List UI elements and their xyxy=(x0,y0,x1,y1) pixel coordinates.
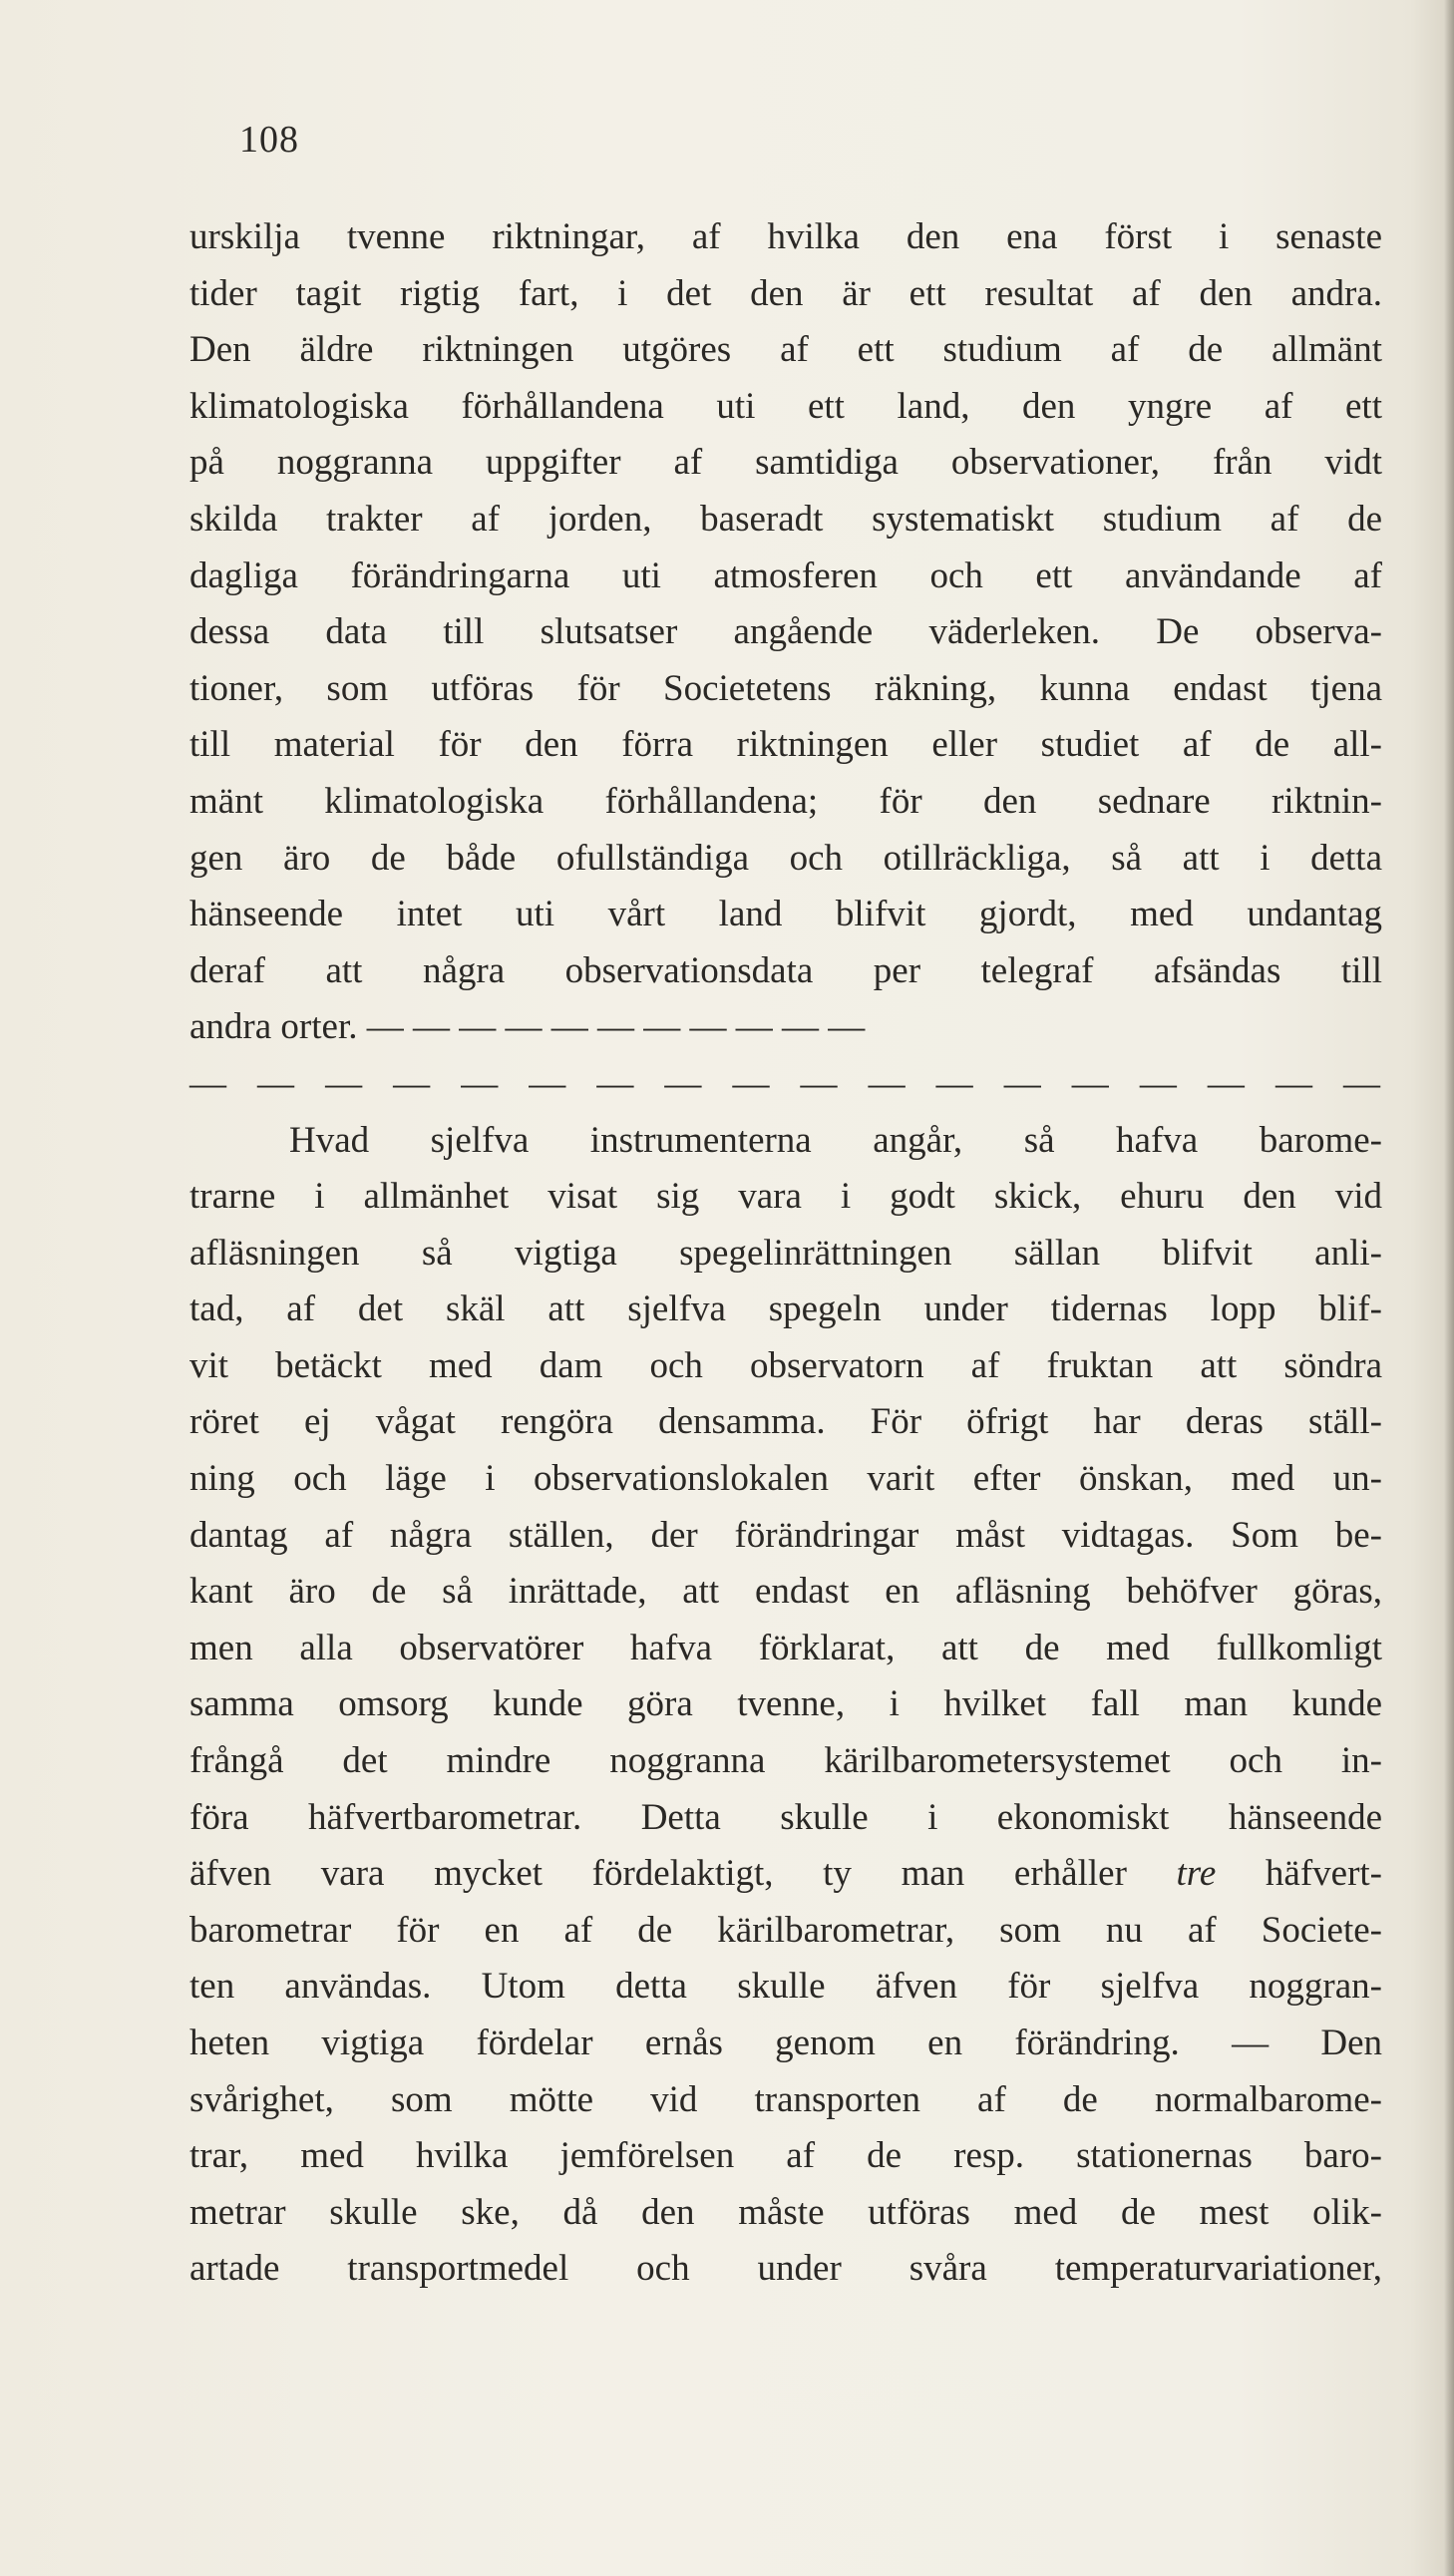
text-line: barometrar för en af de kärilbarometrar, som nu af Societe- xyxy=(189,1909,1382,1951)
text-line: Hvad sjelfva instrumenterna angår, så hafva barome- xyxy=(289,1119,1382,1161)
text-line: hänseende intet uti vårt land blifvit gjordt, med undantag xyxy=(189,894,1382,935)
text-line: på noggranna uppgifter af samtidiga observationer, från vidt xyxy=(189,442,1382,484)
paragraph-2-continued xyxy=(189,1903,1382,2298)
text-line: till material för den förra riktningen eller studiet af de all- xyxy=(189,724,1382,766)
page-number: 108 xyxy=(239,119,299,161)
text-line: samma omsorg kunde göra tvenne, i hvilket fall man kunde xyxy=(189,1683,1382,1725)
text-line: metrar skulle ske, då den måste utföras med de mest olik- xyxy=(189,2191,1382,2233)
text-line: urskilja tvenne riktningar, af hvilka den ena först i senaste xyxy=(189,216,1382,257)
text-line: klimatologiska förhållandena uti ett land, den yngre af ett xyxy=(189,385,1382,427)
text-line: dantag af några ställen, der förändringar måst vidtagas. Som be- xyxy=(189,1514,1382,1556)
italic-word: tre xyxy=(1176,1853,1217,1895)
paragraph-1-last-line: andra orter. — — — — — — — — — — — xyxy=(189,1006,866,1048)
text-line: heten vigtiga fördelar ernås genom en förändring. — Den xyxy=(189,2023,1382,2063)
text-line: dessa data till slutsatser angående väderleken. De observa- xyxy=(189,611,1382,653)
text-line: kant äro de så inrättade, att endast en afläsning behöfver göras, xyxy=(189,1571,1382,1613)
text-line: föra häfvertbarometrar. Detta skulle i ekonomiskt hänseende xyxy=(189,1796,1382,1838)
text-line: röret ej vågat rengöra densamma. För öfrigt har deras ställ- xyxy=(189,1401,1382,1443)
text-line: svårighet, som mötte vid transporten af de normalbarome- xyxy=(189,2078,1382,2120)
paragraph-2 xyxy=(189,1113,1382,1847)
text-line: trarne i allmänhet visat sig vara i godt skick, ehuru den vid xyxy=(189,1176,1382,1218)
text-line: deraf att några observationsdata per telegraf afsändas till xyxy=(189,949,1382,991)
body-text xyxy=(189,209,1382,2298)
text-line: ten användas. Utom detta skulle äfven för sjelfva noggran- xyxy=(189,1966,1382,2008)
text-line: vit betäckt med dam och observatorn af fruktan att söndra xyxy=(189,1344,1382,1386)
text-line: artade transportmedel och under svåra temperaturvariationer, xyxy=(189,2248,1382,2290)
dash-separator: — — — — — — — — — — — — — — — — — — xyxy=(189,1062,1382,1104)
text-line: skilda trakter af jorden, baseradt systematiskt studium af de xyxy=(189,498,1382,540)
italic-line-after: häfvert- xyxy=(1216,1853,1382,1895)
text-line: afläsningen så vigtiga spegelinrättningen sällan blifvit anli- xyxy=(189,1232,1382,1274)
page-edge-shadow xyxy=(1444,0,1454,2576)
text-line: gen äro de både ofullständiga och otillräckliga, så att i detta xyxy=(189,837,1382,879)
text-line: ning och läge i observationslokalen varit efter önskan, med un- xyxy=(189,1458,1382,1500)
text-line: men alla observatörer hafva förklarat, att de med fullkomligt xyxy=(189,1627,1382,1668)
text-line: tider tagit rigtig fart, i det den är ett resultat af den andra. xyxy=(189,272,1382,314)
text-line: Den äldre riktningen utgöres af ett studium af de allmänt xyxy=(189,329,1382,371)
text-line: trar, med hvilka jemförelsen af de resp. stationernas baro- xyxy=(189,2135,1382,2177)
paragraph-1 xyxy=(189,209,1382,999)
text-line: tad, af det skäl att sjelfva spegeln under tidernas lopp blif- xyxy=(189,1288,1382,1330)
text-line: dagliga förändringarna uti atmosferen och ett användande af xyxy=(189,554,1382,596)
paragraph-2-italic-line xyxy=(189,1846,1382,1903)
text-line: mänt klimatologiska förhållandena; för den sednare riktnin- xyxy=(189,780,1382,822)
text-line: tioner, som utföras för Societetens räkning, kunna endast tjena xyxy=(189,667,1382,709)
italic-line-before: äfven vara mycket fördelaktigt, ty man erhåller xyxy=(189,1853,1177,1895)
text-line: frångå det mindre noggranna kärilbarometersystemet och in- xyxy=(189,1740,1382,1782)
